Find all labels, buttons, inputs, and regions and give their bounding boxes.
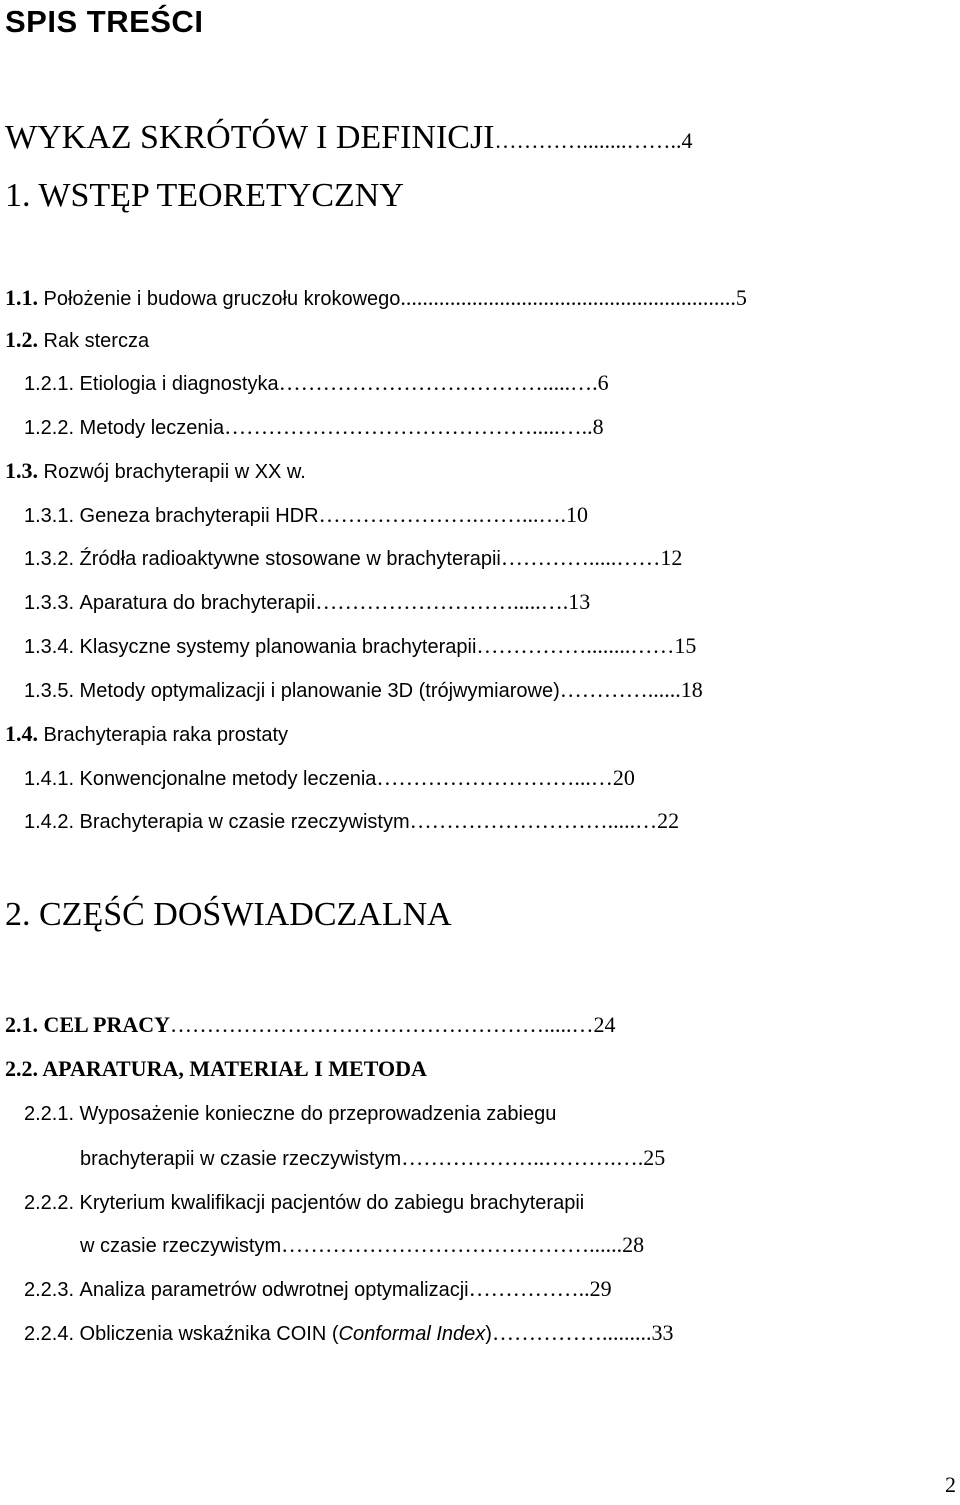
- entry-page: 13: [568, 589, 591, 614]
- entry-page: 28: [622, 1232, 645, 1257]
- toc-entry-2-2-2[interactable]: [24, 1187, 584, 1218]
- toc-entry-1-3-1[interactable]: [24, 500, 588, 531]
- entry-leader: .............................................................: [400, 285, 736, 310]
- entry-label: Kryterium kwalifikacji pacjentów do zabiegu brachyterapii: [79, 1192, 585, 1214]
- entry-label-italic: Conformal Index: [338, 1323, 486, 1345]
- entry-leader: …………………………………………….....…: [170, 1012, 594, 1037]
- toc-entry-2-2[interactable]: [5, 1054, 427, 1084]
- entry-number: 1.2.1.: [24, 373, 75, 395]
- toc-entry-2-2-3[interactable]: [24, 1274, 612, 1305]
- toc-entry-1-2[interactable]: [5, 325, 149, 356]
- toc-section-1[interactable]: [5, 176, 404, 216]
- entry-page: 12: [660, 545, 683, 570]
- entry-number: 1.3.2.: [24, 548, 75, 570]
- entry-page: 8: [592, 414, 604, 439]
- entry-number: 1.4.2.: [24, 811, 75, 833]
- entry-label: brachyterapii w czasie rzeczywistym: [80, 1148, 402, 1170]
- toc-entry-1-4-1[interactable]: [24, 763, 635, 794]
- entry-number: 1.2.2.: [24, 417, 75, 439]
- toc-entry-1-3-5[interactable]: [24, 675, 703, 706]
- entry-leader: ………………….……...….: [318, 502, 567, 527]
- entry-leader: …………......: [559, 677, 681, 702]
- toc-entry-1-2-2[interactable]: [24, 412, 604, 443]
- entry-label: Rozwój brachyterapii w XX w.: [43, 461, 306, 483]
- entry-leader: ……………………………………......: [281, 1232, 623, 1257]
- entry-leader: ……………………….....….: [315, 589, 569, 614]
- toc-entry-1-2-1[interactable]: [24, 368, 609, 399]
- entry-number: 2.2.4.: [24, 1323, 75, 1345]
- toc-entry-2-2-1[interactable]: [24, 1098, 556, 1129]
- toc-entry-1-3[interactable]: [5, 456, 306, 487]
- entry-label: WYKAZ SKRÓTÓW I DEFINICJI: [5, 119, 495, 156]
- entry-leader: …………………………………….....…..: [224, 414, 593, 439]
- entry-number: 1.2.: [5, 327, 38, 352]
- toc-entry-2-2-4[interactable]: [24, 1318, 673, 1349]
- entry-page: 25: [643, 1145, 666, 1170]
- entry-leader: ………………..……….….: [401, 1145, 644, 1170]
- toc-entry-1-4[interactable]: [5, 719, 288, 750]
- toc-entry-2-2-1-cont[interactable]: [80, 1143, 665, 1174]
- toc-entry-1-3-4[interactable]: [24, 631, 696, 662]
- toc-entry-1-1[interactable]: [5, 283, 747, 314]
- entry-page: 24: [593, 1012, 616, 1037]
- entry-label: Metody optymalizacji i planowanie 3D (trójwymiarowe): [79, 680, 560, 702]
- entry-label: Źródła radioaktywne stosowane w brachyterapii: [79, 548, 501, 570]
- entry-label: 2.1. CEL PRACY: [5, 1012, 171, 1037]
- entry-leader: ………….....……: [500, 545, 661, 570]
- entry-leader: ……………..: [468, 1276, 590, 1301]
- entry-leader: ……………........……: [476, 633, 675, 658]
- entry-number: 1.4.1.: [24, 768, 75, 790]
- toc-entry-1-3-3[interactable]: [24, 587, 590, 618]
- entry-leader: …………........……..: [494, 128, 682, 153]
- entry-page: 33: [651, 1320, 674, 1345]
- toc-entry-1-4-2[interactable]: [24, 806, 679, 837]
- toc-section-2[interactable]: [5, 895, 452, 935]
- entry-number: 1.3.4.: [24, 636, 75, 658]
- entry-label: Metody leczenia: [79, 417, 225, 439]
- entry-leader: ………………………...…: [376, 765, 613, 790]
- entry-page: 29: [589, 1276, 612, 1301]
- entry-number: 1.3.1.: [24, 505, 75, 527]
- entry-leader: ……………………………….....….: [278, 370, 598, 395]
- entry-number: 1.3.5.: [24, 680, 75, 702]
- entry-leader: …………….........: [491, 1320, 652, 1345]
- entry-number: 1.3.3.: [24, 592, 75, 614]
- entry-page: 15: [674, 633, 697, 658]
- entry-label: Rak stercza: [43, 330, 150, 352]
- toc-entry-2-1[interactable]: [5, 1010, 616, 1040]
- entry-number: 2.2.1.: [24, 1103, 75, 1125]
- toc-entry-abbreviations[interactable]: [5, 118, 693, 161]
- entry-label: 2.2. APARATURA, MATERIAŁ I METODA: [5, 1056, 427, 1081]
- entry-label: Klasyczne systemy planowania brachyterapii: [79, 636, 477, 658]
- entry-number: 1.4.: [5, 721, 38, 746]
- entry-number: 2.2.2.: [24, 1192, 75, 1214]
- page-title: SPIS TREŚCI: [5, 4, 204, 39]
- entry-label: Etiologia i diagnostyka: [79, 373, 279, 395]
- entry-page: 6: [597, 370, 609, 395]
- entry-label: 1. WSTĘP TEORETYCZNY: [5, 177, 404, 214]
- entry-label: 2. CZĘŚĆ DOŚWIADCZALNA: [5, 896, 452, 933]
- entry-label: Aparatura do brachyterapii: [79, 592, 316, 614]
- toc-entry-1-3-2[interactable]: [24, 543, 682, 574]
- entry-label: Geneza brachyterapii HDR: [79, 505, 319, 527]
- entry-label: Brachyterapia w czasie rzeczywistym: [79, 811, 410, 833]
- entry-number: 1.1.: [5, 285, 38, 310]
- entry-label-tail: ): [485, 1323, 492, 1345]
- entry-label: Położenie i budowa gruczołu krokowego: [43, 288, 401, 310]
- entry-label: Obliczenia wskaźnika COIN (: [79, 1323, 339, 1345]
- entry-label: Brachyterapia raka prostaty: [43, 724, 289, 746]
- entry-label: Analiza parametrów odwrotnej optymalizacji: [79, 1279, 469, 1301]
- entry-page: 5: [735, 285, 747, 310]
- entry-label: Wyposażenie konieczne do przeprowadzenia zabiegu: [79, 1103, 557, 1125]
- page-number: 2: [945, 1472, 956, 1497]
- entry-leader: ……………………….....…: [409, 808, 658, 833]
- entry-page: 22: [657, 808, 680, 833]
- entry-page: 4: [681, 128, 693, 153]
- entry-page: 10: [566, 502, 589, 527]
- entry-page: 18: [680, 677, 703, 702]
- entry-label: Konwencjonalne metody leczenia: [79, 768, 377, 790]
- entry-label: w czasie rzeczywistym: [80, 1235, 282, 1257]
- toc-entry-2-2-2-cont[interactable]: [80, 1230, 644, 1261]
- entry-page: 20: [612, 765, 635, 790]
- entry-number: 2.2.3.: [24, 1279, 75, 1301]
- entry-number: 1.3.: [5, 458, 38, 483]
